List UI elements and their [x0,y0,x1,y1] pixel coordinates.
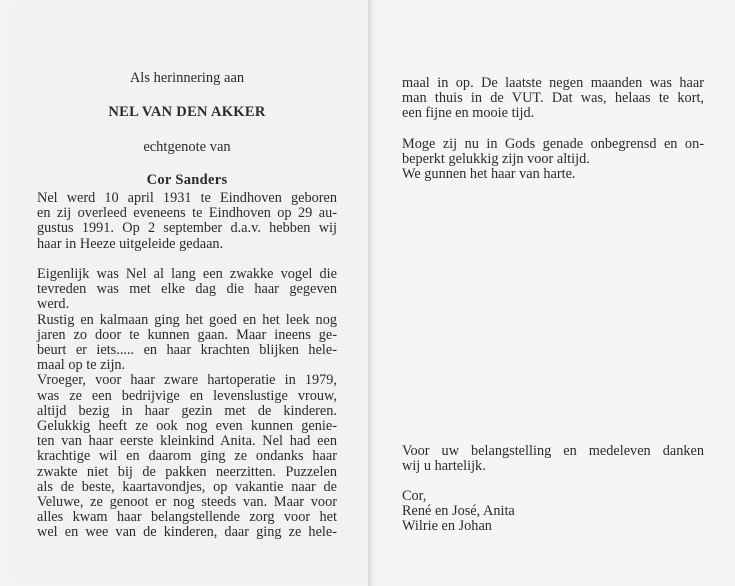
text-line: alles kwam haar belangstellende zorg voor het [37,509,337,526]
text-line: Gelukkig heeft ze ook nog even kunnen genie- [37,418,337,435]
text-line: ten van haar eerste kleinkind Anita. Nel had een [37,433,337,450]
text-line: zwakte niet bij de pakken neerzitten. Puzzelen [37,463,337,480]
text-line: maal in op. De laatste negen maanden was haar [402,75,704,91]
text-line: jaren zo door te kunnen gaan. Maar ineens ge- [37,326,337,343]
text-line: een fijne en mooie tijd. [402,105,535,122]
text-line: We gunnen het haar van harte. [402,166,576,183]
text-line: man thuis in de VUT. Dat was, helaas te kort, [402,90,704,107]
text-line: Veluwe, ze genoot er nog steeds van. Maar voor [37,494,337,511]
text-line: beurt er iets..... en haar krachten blijken hele- [37,342,337,359]
text-line: was ze een bedrijvige en levenslustige vrouw, [37,387,337,404]
continuation-paragraph [402,76,704,122]
spouse-name: Cor Sanders [146,172,228,188]
text-line: Rustig en kalmaan ging het goed en het leek nog [37,311,337,328]
biography-paragraph [37,267,337,541]
intro-line: Als herinnering aan [129,70,245,86]
text-line: Nel werd 10 april 1931 te Eindhoven geboren [37,190,337,206]
signature-line: René en José, Anita [402,503,515,520]
text-line: tevreden was met elke dag die haar gegeven [37,281,337,298]
blessing-paragraph [402,137,704,183]
relation-line: echtgenote van [143,139,231,155]
life-dates-paragraph [37,191,337,252]
text-line: haar in Heeze uitgeleide gedaan. [37,235,224,252]
signature-block [402,489,704,535]
signature-line: Cor, [402,488,427,504]
text-line: Moge zij nu in Gods genade onbegrensd en on- [402,136,704,152]
deceased-name: NEL VAN DEN AKKER [108,104,266,120]
text-line: altijd bezig in haar gezin met de kinderen. [37,402,337,419]
text-line: beperkt gelukkig zijn voor altijd. [402,151,590,168]
text-line: Voor uw belangstelling en medeleven danken [402,443,704,459]
text-line: Vroeger, voor haar zware hartoperatie in 1979, [37,372,337,389]
text-line: Eigenlijk was Nel al lang een zwakke vogel die [37,266,337,282]
text-line: en zij overleed eveneens te Eindhoven op 29 au- [37,205,337,222]
thanks-paragraph [402,444,704,474]
text-line: wel en wee van de kinderen, daar ging ze hele- [37,524,337,541]
card-fold [368,0,376,586]
text-line: maal op te zijn. [37,357,126,374]
text-line: gustus 1991. Op 2 september d.a.v. hebben wij [37,220,337,237]
text-line: krachtige wil en daarom ging ze ondanks haar [37,448,337,465]
signature-line: Wilrie en Johan [402,518,492,535]
text-line: werd. [37,296,70,313]
text-line: als de beste, kaartavondjes, op vakantie naar de [37,478,337,495]
text-line: wij u hartelijk. [402,458,486,475]
